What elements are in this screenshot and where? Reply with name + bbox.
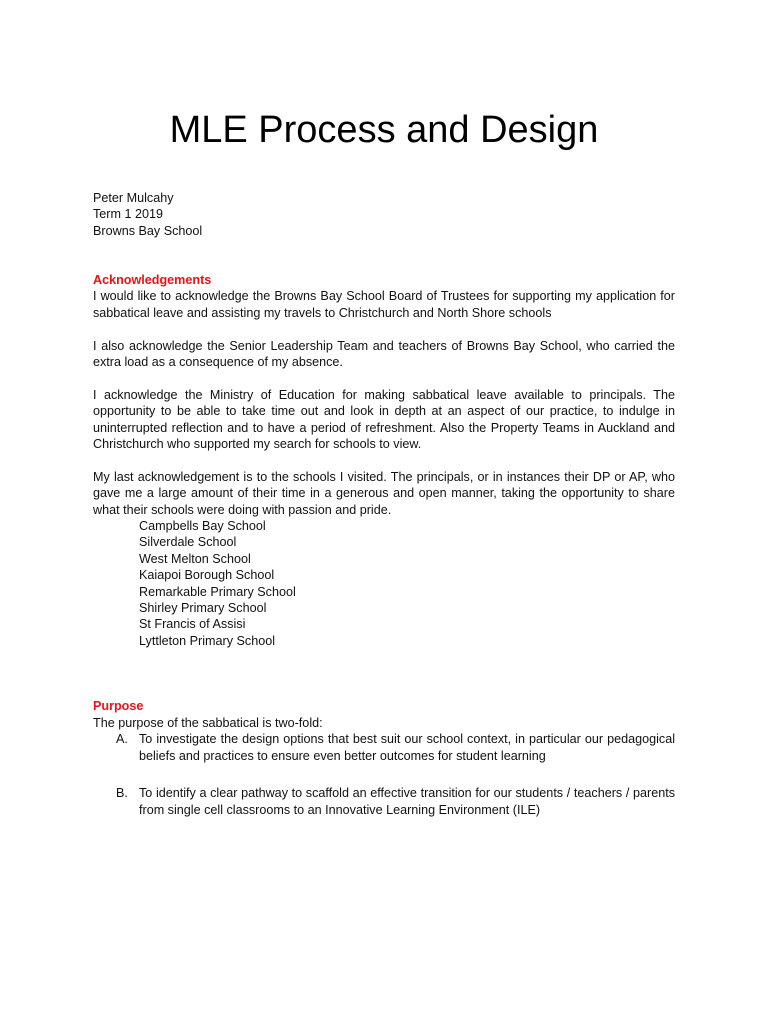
school-list-item: Kaiapoi Borough School [139, 568, 275, 583]
purpose-item-text: To identify a clear pathway to scaffold an effective transition for our students / teachers / parents from single cell classrooms to an Innovative Learning Environment (ILE) [139, 786, 675, 817]
school-list-item: St Francis of Assisi [139, 617, 246, 632]
list-marker: B. [116, 786, 128, 801]
school-list-item: Shirley Primary School [139, 601, 267, 616]
purpose-section [93, 698, 675, 817]
school-list-item: West Melton School [139, 551, 251, 566]
author-term: Term 1 2019 [93, 207, 164, 222]
acknowledgement-paragraph: I would like to acknowledge the Browns Bay School Board of Trustees for supporting my application for sabbatical leave and assisting my travels to Christchurch and North Shore schools [93, 289, 675, 320]
acknowledgement-paragraph: I acknowledge the Ministry of Education for making sabbatical leave available to principals. The opportunity to be able to take time out and look in depth at an aspect of our practice, to indulge in uninterrupted reflection and to have a period of refreshment. Also the Property Teams in Auckland and Christchurch who supported my search for schools to view. [93, 387, 675, 452]
acknowledgements-section [93, 272, 675, 649]
purpose-list-item [93, 785, 675, 818]
purpose-list [93, 731, 675, 818]
purpose-heading: Purpose [93, 699, 144, 714]
purpose-item-text: To investigate the design options that best suit our school context, in particular our pedagogical beliefs and practices to ensure even better outcomes for student learning [139, 732, 675, 763]
document-title: MLE Process and Design [169, 109, 599, 151]
school-list-item: Campbells Bay School [139, 519, 266, 534]
purpose-intro: The purpose of the sabbatical is two-fold: [93, 715, 323, 730]
acknowledgement-paragraph: I also acknowledge the Senior Leadership Team and teachers of Browns Bay School, who carried the extra load as a consequence of my absence. [93, 338, 675, 370]
author-school: Browns Bay School [93, 223, 203, 238]
school-list-item: Remarkable Primary School [139, 584, 296, 599]
acknowledgements-heading: Acknowledgements [93, 273, 212, 287]
list-marker: A. [116, 732, 128, 747]
purpose-list-item [93, 731, 675, 764]
visited-schools-list [93, 518, 675, 649]
school-list-item: Silverdale School [139, 535, 237, 550]
acknowledgement-paragraph: My last acknowledgement is to the schools I visited. The principals, or in instances their DP or AP, who gave me a large amount of their time in a generous and open manner, taking the opportunity to share what their schools were doing with passion and pride. [93, 469, 675, 517]
school-list-item: Lyttleton Primary School [139, 633, 276, 648]
document-body [93, 190, 675, 839]
author-block [93, 190, 675, 239]
author-name: Peter Mulcahy [93, 191, 174, 205]
